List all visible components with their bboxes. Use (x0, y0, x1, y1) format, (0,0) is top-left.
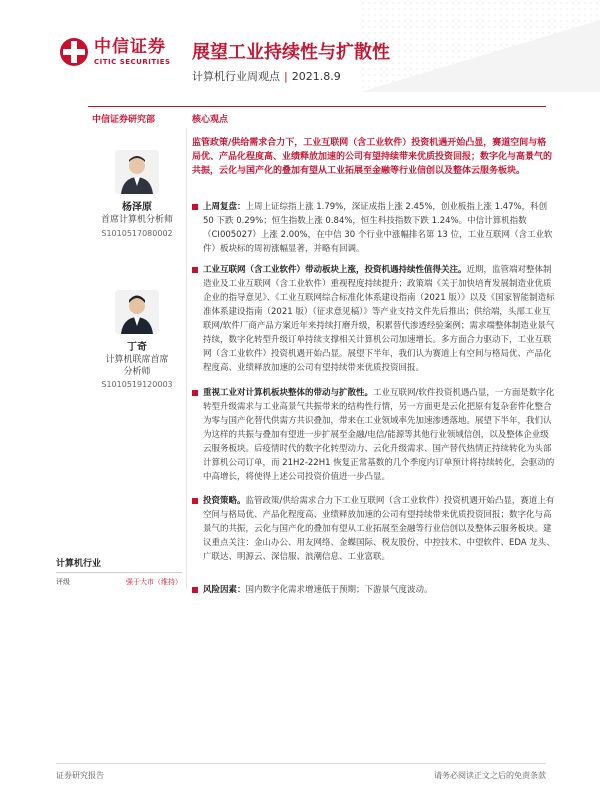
logo-english-name: CITIC SECURITIES (94, 57, 171, 66)
bullet-lead: 投资策略。 (203, 496, 246, 506)
department-label: 中信证券研究部 (92, 115, 156, 125)
key-summary: 监管政策/供给需求合力下，工业互联网（含工业软件）投资机遇开始凸显，赛道空间与格局优、产品化程度高、业绩释放加速的公司有望持续带来优质投资回报；数字化与高景气的共振，云化与国产化的叠加有望从工业拓展至金融等行业信创以及整体云服务板块。 (192, 138, 553, 176)
industry-rating-box (56, 556, 182, 587)
analyst-license-id: S1010519120003 (101, 380, 173, 390)
bullet-investment-strategy (192, 494, 556, 564)
footer-disclaimer: 请务必阅读正文之后的免责条款 (434, 771, 546, 780)
subtitle-separator: | (284, 70, 288, 83)
bullet-weekly-review (192, 200, 556, 256)
bullet-lead: 工业互联网（含工业软件）带动板块上涨，投资机遇持续性值得关注。 (203, 265, 467, 275)
bullet-marker (192, 267, 198, 273)
report-subtitle (192, 68, 341, 84)
brand-logo (60, 38, 171, 66)
bullet-marker (192, 498, 198, 504)
bullet-body: 国内数字化需求增速低于预期；下游景气度波动。 (245, 585, 433, 595)
analyst-card (92, 290, 182, 389)
bullet-risk-factors (192, 583, 556, 597)
logo-chinese-name: 中信证券 (94, 36, 166, 57)
bullet-body: 监管政策/供给需求合力下工业互联网（含工业软件）投资机遇开始凸显，赛道上有空间与格局优、产品化程度高、业绩释放加速的公司有望持续带来优质投资回报；数字化与高景气的共振，云化与国产化的叠加有望从工业拓展至金融等行业信创以及整体云服务板块。建议重点关注：金山办公、用友网络、金蝶国际、税友股份、中控技术、中望软件、EDA 龙头、广联达、明源云、深信服、浪潮信息、工业富联。 (203, 496, 555, 562)
bullet-body: 上周上证综指上涨 1.79%，深证成指上涨 2.45%，创业板指上涨 1.47%，科创 50 下跌 0.29%；恒生指数上涨 0.84%，恒生科技指数下跌 1.24%。中信计算机指数（CI005027）上涨 2.00%，在中信 30 个行业中涨幅排名第 13 位，工业互联网（含工业软件）板块标的周初涨幅显著，并略有回调。 (203, 202, 553, 254)
analyst-photo (115, 150, 159, 194)
section-label: 核心观点 (192, 115, 229, 125)
bullet-marker (192, 587, 198, 593)
analyst-license-id: S1010517080002 (101, 228, 173, 238)
bullet-lead: 上周复盘： (203, 202, 246, 212)
analyst-name: 丁奇 (127, 342, 147, 353)
bullet-lead: 风险因素： (203, 585, 246, 595)
column-divider (186, 128, 187, 588)
bullet-spillover (192, 386, 556, 484)
bullet-lead: 重视工业对计算机板块整体的带动与扩散性。 (203, 388, 374, 398)
footer-rule (56, 763, 546, 764)
bullet-industrial-internet (192, 263, 556, 375)
rating-label: 评级 (56, 578, 70, 586)
analyst-card (92, 150, 182, 238)
footer-report-type: 证券研究报告 (56, 771, 104, 780)
report-date: 2021.8.9 (291, 70, 341, 83)
analyst-photo (115, 290, 159, 334)
bullet-marker (192, 204, 198, 210)
rating-industry: 计算机行业 (56, 556, 182, 573)
bullet-marker (192, 390, 198, 396)
page-footer (56, 770, 546, 781)
header-rule (88, 106, 546, 107)
report-category: 计算机行业周观点 (192, 70, 280, 83)
analyst-title: 计算机联席首席 分析师 (105, 355, 169, 377)
rating-row (56, 577, 182, 587)
logo-icon (60, 38, 88, 66)
analyst-name: 杨泽原 (122, 202, 152, 213)
report-title: 展望工业持续性与扩散性 (192, 42, 390, 63)
bullet-body: 近期，监管端对整体制造业及工业互联网（含工业软件）重视程度持续提升；政策端《关于加快培育发展制造业优质企业的指导意见》、《工业互联网综合标准化体系建设指南（2021 版）》以及《国家智能制造标准体系建设指南（2021 版）（征求意见稿）》等产业支持文件先后推出；供给端，头部工业互联网/软件厂商产品方案近年来持续打磨升级，积累替代渗透经验案例；需求端整体制造业景气持续，数字化转型升级订单持续支撑相关计算机公司加速增长。多方面合力驱动下，工业互联网（含工业软件）投资机遇开始凸显。展望下半年，我们认为赛道上有空间与格局优、产品化程度高、业绩释放加速的公司有望持续带来优质投资回报。 (203, 265, 555, 373)
analyst-title: 首席计算机分析师 (100, 215, 173, 225)
rating-value: 强于大市（维持） (126, 578, 182, 586)
report-header (0, 0, 600, 92)
bullet-body: 工业互联网/软件投资机遇凸显，一方面是数字化转型升级需求与工业高景气共振带来的结构性行情，另一方面更是云化把原有复杂套件化整合为零与国产化替代供需方共识叠加，带来在工业领域率先加速渗透落地。展望下半年，我们认为这样的共振与叠加有望进一步扩展至金融/电信/能源等其他行业领域信创，以及整体企业级云服务板块。后疫情时代的数字化转型动力、云化升级需求、国产替代热情正持续转化为头部计算机公司订单，而 21H2-22H1 恢复正常基数的几个季度内订单预计将持续转化，会驱动的中高增长，将使得上述公司投资价值进一步凸显。 (203, 388, 555, 482)
